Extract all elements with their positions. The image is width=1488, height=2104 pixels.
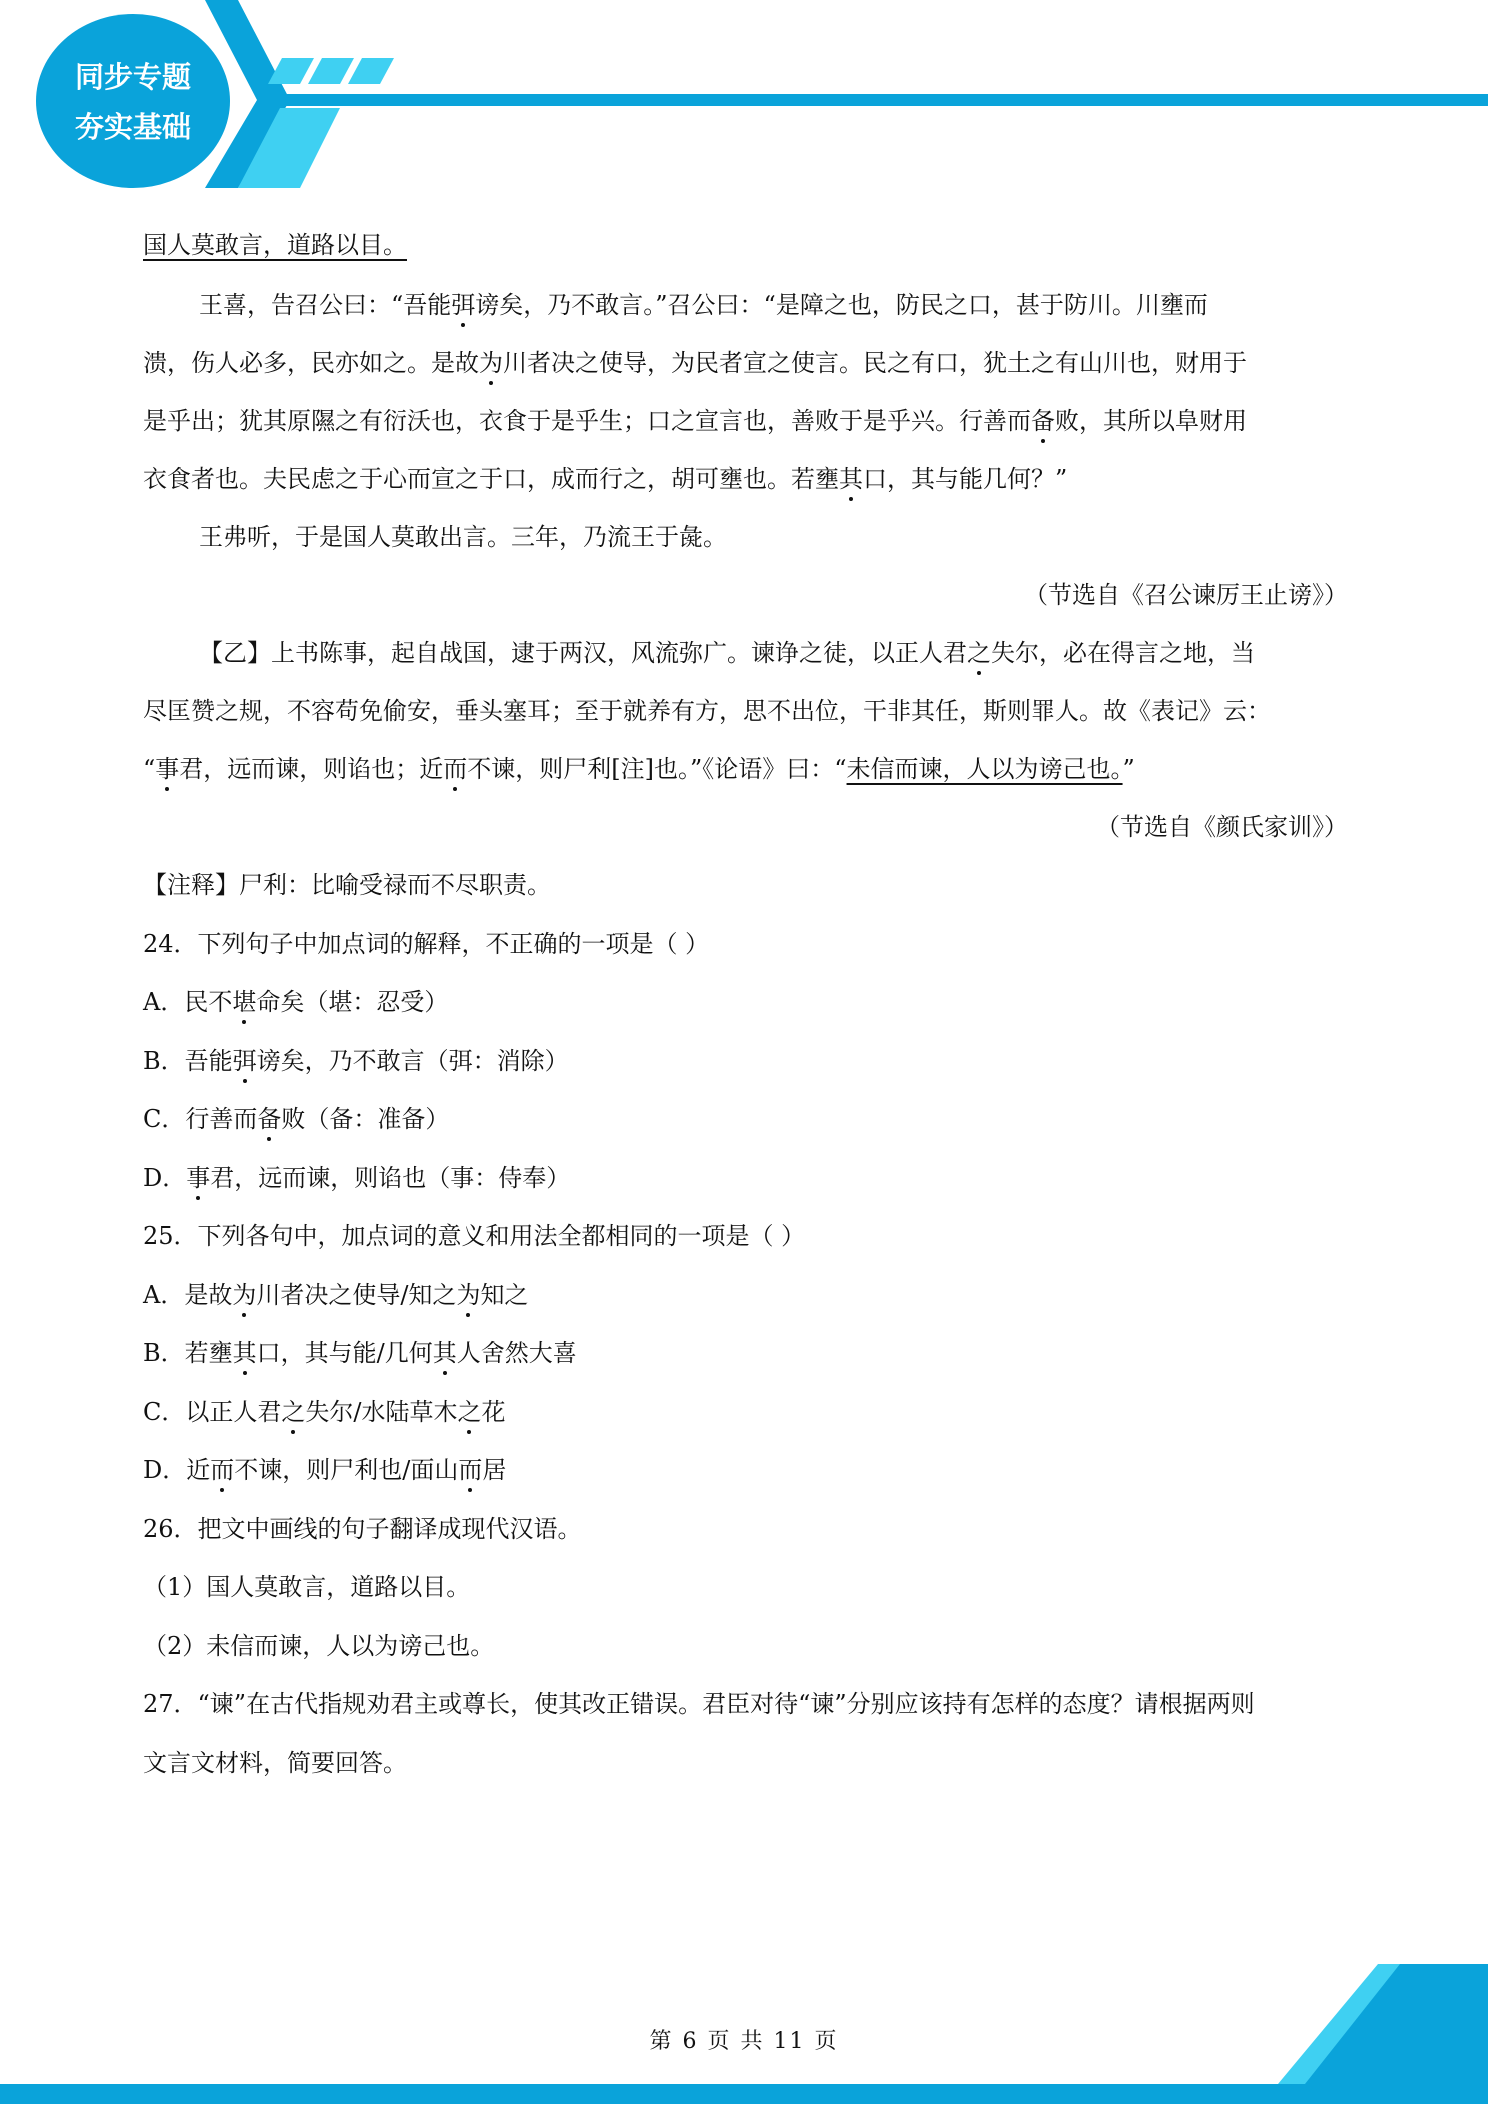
document-body xyxy=(143,216,1348,1792)
passage-line-4: 是乎出；犹其原隰之有衍沃也，衣食于是乎生；口之宣言也，善败于是乎兴。行善而备败，其所以阜财用 xyxy=(143,407,1247,435)
dotted-word: 而 xyxy=(210,1456,235,1484)
dotted-word: 为 xyxy=(456,1280,481,1309)
passage-line-6: 王弗听，于是国人莫敢出言。三年，乃流王于彘。 xyxy=(199,523,727,551)
section-badge xyxy=(36,14,230,188)
footer-banner xyxy=(0,1964,1488,2104)
question-25-option-a: A．是故为川者决之使导/知之为知之 xyxy=(143,1280,529,1309)
header-bar xyxy=(270,94,1488,106)
dotted-word: 之 xyxy=(281,1397,306,1426)
dotted-word: 其 xyxy=(839,465,863,493)
question-24-stem: 24．下列句子中加点词的解释，不正确的一项是（ ） xyxy=(143,929,710,958)
page-number: 第 6 页 共 11 页 xyxy=(649,2029,839,2054)
header-stripe-2 xyxy=(308,58,354,84)
dotted-word: 而 xyxy=(443,755,468,783)
passage-line-2: 王喜，告召公曰：“吾能弭谤矣，乃不敢言。”召公曰：“是障之也，防民之口，甚于防川。川壅而 xyxy=(199,291,1208,319)
dotted-word: 其 xyxy=(432,1339,457,1367)
dotted-word: 之 xyxy=(967,639,991,667)
dotted-word: 备 xyxy=(257,1105,282,1133)
question-24-option-b: B．吾能弭谤矣，乃不敢言（弭：消除） xyxy=(143,1046,569,1075)
question-24-option-a: A．民不堪命矣（堪：忍受） xyxy=(143,988,449,1016)
dotted-word: 堪 xyxy=(232,988,257,1016)
source-citation-2: （节选自《颜氏家训》） xyxy=(1096,813,1348,841)
passage-line-7: 【乙】上书陈事，起自战国，逮于两汉，风流弥广。谏诤之徒，以正人君之失尔，必在得言之地，当 xyxy=(199,639,1255,667)
underlined-sentence-2: 未信而谏，人以为谤己也。 xyxy=(846,755,1123,783)
annotation-note: 【注释】尸利：比喻受禄而不尽职责。 xyxy=(143,871,551,899)
passage-line-3: 溃，伤人必多，民亦如之。是故为川者决之使导，为民者宣之使言。民之有口，犹土之有山川也，财用于 xyxy=(143,349,1247,377)
question-24-option-c: C．行善而备败（备：准备） xyxy=(143,1105,450,1133)
passage-line-9: “事君，远而谏，则谄也；近而不谏，则尸利[注]也。”《论语》曰：“未信而谏，人以为谤己也。” xyxy=(143,755,1135,783)
badge-line-2: 夯实基础 xyxy=(74,110,191,144)
question-25-option-c: C．以正人君之失尔/水陆草木之花 xyxy=(143,1397,506,1426)
question-27-line-1: 27．“谏”在古代指规劝君主或尊长，使其改正错误。君臣对待“谏”分别应该持有怎样的态度？请根据两则 xyxy=(143,1690,1255,1718)
question-25-option-b: B．若壅其口，其与能/几何其人舍然大喜 xyxy=(143,1339,577,1367)
header-stripe-3 xyxy=(348,58,394,84)
dotted-word: 事 xyxy=(186,1163,211,1192)
dotted-word: 事 xyxy=(155,755,180,783)
dotted-word: 而 xyxy=(458,1456,483,1484)
source-citation-1: （节选自《召公谏厉王止谤》） xyxy=(1024,581,1348,609)
passage-line-8: 尽匡赞之规，不容苟免偷安，垂头塞耳；至于就养有方，思不出位，干非其任，斯则罪人。故《表记》云： xyxy=(143,697,1271,725)
question-24-option-d: D．事君，远而谏，则谄也（事：侍奉） xyxy=(143,1163,571,1192)
badge-line-1: 同步专题 xyxy=(74,60,191,94)
dotted-word: 弭 xyxy=(232,1046,257,1075)
dotted-word: 之 xyxy=(457,1397,482,1426)
question-25-stem: 25．下列各句中，加点词的意义和用法全都相同的一项是（ ） xyxy=(143,1222,806,1250)
question-26-item-1: （1）国人莫敢言，道路以目。 xyxy=(143,1573,471,1601)
question-26-stem: 26．把文中画线的句子翻译成现代汉语。 xyxy=(143,1514,582,1543)
underlined-sentence-1: 国人莫敢言，道路以目。 xyxy=(143,231,407,259)
dotted-word: 其 xyxy=(232,1339,257,1367)
dotted-word: 为 xyxy=(479,349,503,377)
passage-line-1 xyxy=(143,216,1348,276)
question-26-item-2: （2）未信而谏，人以为谤己也。 xyxy=(143,1631,495,1660)
dotted-word: 为 xyxy=(232,1280,257,1309)
dotted-word: 弭 xyxy=(451,291,476,319)
question-25-option-d: D．近而不谏，则尸利也/面山而居 xyxy=(143,1456,507,1484)
question-27-line-2: 文言文材料，简要回答。 xyxy=(143,1748,407,1777)
passage-line-5: 衣食者也。夫民虑之于心而宣之于口，成而行之，胡可壅也。若壅其口，其与能几何？” xyxy=(143,465,1068,493)
footer-bar xyxy=(0,2084,1488,2104)
dotted-word: 备 xyxy=(1031,407,1055,435)
